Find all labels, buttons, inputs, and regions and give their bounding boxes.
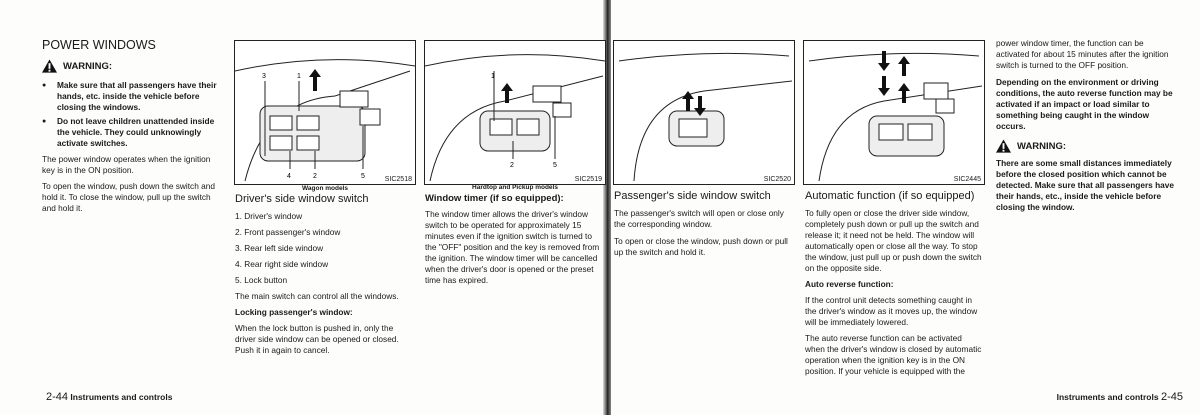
passenger-switch-section [614,190,794,258]
paragraph: To open or close the window, push down or pull up the switch and hold it. [614,236,788,257]
figure-id: SIC2520 [763,176,791,183]
switch-illustration [614,41,794,184]
figure-hardtop-switch [424,40,606,185]
sub-heading: Auto reverse function: [805,279,894,289]
page-footer [1057,391,1183,403]
list-item: 3. Rear left side window [235,243,324,253]
paragraph: Depending on the environment or driving conditions, the auto reverse function may be activated if an impact or load similar to something being caught in the window occurs. [996,77,1173,131]
page-number: 2-45 [1160,391,1183,403]
warning-text: There are some small distances immediately before the closed position which cannot be detected. Make sure that all passengers have their hands, etc., inside the vehicle before closing the window. [996,158,1174,212]
page-number: 2-44 [46,391,69,403]
callout-2: 2 [313,173,317,180]
callout-2: 2 [510,162,514,169]
page-footer [46,391,172,403]
window-timer-section [425,193,603,286]
paragraph: The auto reverse function can be activated when the driver's window is closed by automatic operation when the ignition key is in the ON position. If your vehicle is equipped with the [805,333,982,376]
continued-column [996,38,1176,213]
paragraph: power window timer, the function can be activated for about 15 minutes after the ignition switch is turned to the OFF position. [996,38,1169,70]
section-title: POWER WINDOWS [42,38,156,52]
warning-header [42,59,222,73]
automatic-function-section [805,190,983,377]
callout-3: 3 [262,73,266,80]
warning-item: ● Do not leave children unattended inside the vehicle. They could unknowingly activate switches. [42,116,222,149]
switch-item-list [235,211,410,286]
footer-section: Instruments and controls [70,392,173,402]
drivers-switch-section [235,193,410,356]
warning-list [42,80,222,149]
warning-icon [996,139,1011,153]
footer-section: Instruments and controls [1056,392,1159,402]
figure-passenger-switch [613,40,795,185]
warning-header [996,139,1176,153]
paragraph: When the lock button is pushed in, only the driver side window can be opened or closed. Push it in again to cancel. [235,323,399,355]
figure-id: SIC2519 [574,176,602,183]
paragraph: The power window operates when the ignition key is in the ON position. [42,154,211,175]
callout-4: 4 [287,173,291,180]
warning-label: WARNING: [1017,140,1067,152]
figure-caption: Hardtop and Pickup models [472,184,558,191]
callout-1: 1 [297,73,301,80]
switch-illustration [425,41,605,184]
figure-wagon-switch [234,40,416,185]
list-item: 2. Front passenger's window [235,227,341,237]
switch-illustration [235,41,415,184]
figure-id: SIC2445 [953,176,981,183]
left-column [42,38,222,214]
warning-icon [42,59,57,73]
section-heading: Driver's side window switch [235,193,369,205]
list-item: 5. Lock button [235,275,288,285]
paragraph: The window timer allows the driver's window switch to be operated for approximately 15 minutes even if the ignition switch is turned to the "OFF" position and the key is removed from the ignition. The window timer will be cancelled when the driver's door is opened or the preset time has expired. [425,209,600,285]
figure-caption: Wagon models [302,185,348,192]
callout-5: 5 [361,173,365,180]
warning-label: WARNING: [63,60,113,72]
switch-illustration [804,41,984,184]
callout-1: 1 [491,73,495,80]
figure-id: SIC2518 [384,176,412,183]
warning-item: ● Make sure that all passengers have their hands, etc. inside the vehicle before closing the windows. [42,80,222,113]
sub-heading: Locking passenger's window: [235,307,353,317]
paragraph: To open the window, push down the switch and hold it. To close the window, pull up the switch and hold it. [42,181,215,213]
list-item: 4. Rear right side window [235,259,329,269]
list-item: 1. Driver's window [235,211,303,221]
section-heading: Passenger's side window switch [614,190,771,202]
paragraph: If the control unit detects something caught in the driver's window as it moves up, the window will be immediately lowered. [805,295,978,327]
section-heading: Window timer (if so equipped): [425,193,564,204]
figure-automatic-switch [803,40,985,185]
paragraph: The passenger's switch will open or close only the corresponding window. [614,208,784,229]
paragraph: The main switch can control all the windows. [235,291,399,301]
callout-5: 5 [553,162,557,169]
paragraph: To fully open or close the driver side window, completely push down or pull up the switch and release it; it need not be held. The window will automatically open or close all the way. To stop the window, just pull up or push down the switch on the opposite side. [805,208,982,273]
section-heading: Automatic function (if so equipped) [805,190,975,202]
